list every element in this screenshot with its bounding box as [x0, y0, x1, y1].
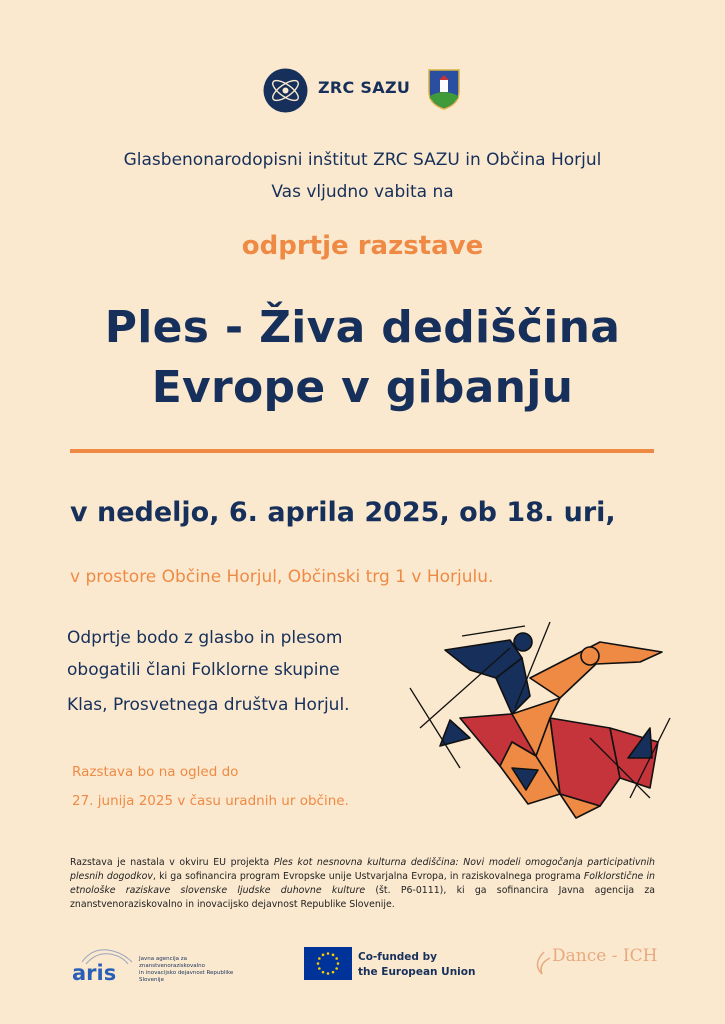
footnote-text-3: (št. P6-0111), ki ga sofinancira Javna agencija za znanstvenoraziskovalno in inovacijsko dejavnost Republike Slovenije.: [70, 885, 656, 910]
aris-logo-text: aris: [72, 961, 117, 984]
orange-divider: [70, 449, 654, 453]
eu-star: [318, 967, 321, 970]
eu-star: [327, 952, 330, 955]
eu-cofunded-line-2: the European Union: [358, 966, 476, 978]
eu-star: [332, 971, 335, 974]
zrc-sazu-label: ZRC SAZU: [318, 78, 411, 97]
event-date: v nedeljo, 6. aprila 2025, ob 18. uri,: [70, 497, 616, 528]
dancers-illustration-icon: [400, 618, 690, 823]
eu-star: [318, 957, 321, 960]
exhibition-title-line-2: Evrope v gibanju: [151, 362, 574, 413]
horjul-crest-icon: [427, 68, 461, 110]
aris-description-line-2: in inovacijsko dejavnost Republike Slovenije: [139, 970, 234, 983]
footnote-text-2: , ki ga sofinancira program Evropske unije Ustvarjalna Evropa, in raziskovalnega programa: [152, 871, 584, 882]
funding-footnote: [70, 856, 655, 912]
intro-line-2: Vas vljudno vabita na: [271, 182, 454, 202]
eu-flag-icon: [304, 947, 352, 980]
dance-ich-logo: Dance - ICH: [552, 946, 658, 966]
eu-star: [335, 957, 338, 960]
eu-star: [317, 962, 320, 965]
aris-logo-icon: [72, 948, 144, 984]
eu-star: [327, 972, 330, 975]
zrc-sazu-logo-icon: [263, 68, 308, 113]
event-subtitle: odprtje razstave: [241, 231, 484, 261]
footnote-text-1: Razstava je nastala v okviru EU projekta: [70, 857, 274, 868]
footnote-programme-name: Folklorstične in etnološke raziskave slovenske ljudske duhovne kulture: [70, 871, 655, 896]
eu-cofunded-label: [358, 950, 475, 980]
program-line-1: Odprtje bodo z glasbo in plesom: [67, 628, 343, 648]
eu-star: [337, 962, 340, 965]
eu-star: [332, 954, 335, 957]
viewing-line-1: Razstava bo na ogled do: [72, 764, 239, 780]
aris-description-line-1: Javna agencija za znanstvenoraziskovalno: [139, 956, 206, 969]
eu-cofunded-line-1: Co-funded by: [358, 951, 437, 963]
program-line-3: Klas, Prosvetnega društva Horjul.: [67, 695, 350, 715]
exhibition-title-line-1: Ples - Živa dediščina: [104, 302, 621, 353]
eu-star: [335, 967, 338, 970]
footnote-project-name: Ples kot nesnovna kulturna dediščina: Novi modeli omogočanja participativnih plesnih dogodkov: [70, 857, 656, 882]
program-line-2: obogatili člani Folklorne skupine: [67, 660, 340, 680]
intro-line-1: Glasbenonarodopisni inštitut ZRC SAZU in Občina Horjul: [123, 150, 602, 170]
eu-star: [322, 971, 325, 974]
eu-star: [322, 954, 325, 957]
event-location: v prostore Občine Horjul, Občinski trg 1 v Horjulu.: [70, 567, 494, 587]
viewing-line-2: 27. junija 2025 v času uradnih ur občine.: [72, 793, 349, 809]
aris-description: [139, 956, 249, 984]
